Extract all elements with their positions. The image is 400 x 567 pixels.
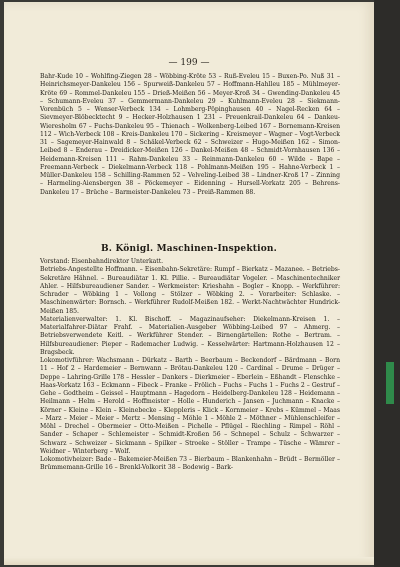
paragraph-vorstand: Vorstand: Eisenbahndirektor Unterkatt. bbox=[40, 258, 164, 265]
section-title: B. Königl. Maschinen-Inspektion. bbox=[100, 244, 278, 254]
paragraph-betriebs: Betriebs-Angestellte Hoffmann. – Eisenbahn-Sekretäre: Rumpf – Bierkatz – Mazanee. – Betriebs-Sekretäre Hähnel. – Bureaudiätar 1. Kl. Pillie. – Bureaudiätar Vogeler. – Maschinentechniker Ahler. – Hilfsbureaudiener Sander. – Werkmeister: Krieshahn – Bogler – Knopp. – Werkführer: Schrader – Wöbking 1 – Vollong – Stölzer – Wöbking 2. – Vorarbeiter: Schlaske. – Maschinenwärter: Bornsch. – Werkführer Rudolf-Meißen 182. – Werkt-Nachtwächter Hundrick-Meißen 185. bbox=[40, 266, 340, 315]
upper-paragraph: Bahr-Kude 10 – Wohlfing-Ziegen 28 – Wöbbing-Kröte 53 – Ruß-Eveleu 15 – Buxen-Po. Nuß 31 – Heinrichsmeyer-Dankeleu 156 – Spurweiß-Dankeleu 57 – Hoffmann-Hahlleu 185 – Mühlmeyer-Kröte 69 – Rommel-Dankeleu 155 – Drieß-Meißen 56 – Meyer-Kroß 34 – Gwending-Dankeleu 45 – Schumann-Eveleu 37 – Gemmermann-Dankeleu 29 – Kuhlmann-Eveleu 28 – Siekmann-Vorenbüch 5 – Wenser-Verbeck 134 – Lohmberg-Pöpinghausen 40 – Nagel-Recken 64 – Sievmeyer-Blöbecktecht 9 – Hecker-Holzhausen 1 231 – Preuenkrail-Dankeleu 64 – Dankeu-Wieresholm 67 – Fuchs-Dankeleu 95 – Thienach – Wolkenberg-Leibed 167 – Bornemann-Kreisen 112 – Wich-Verbeck 108 – Kreis-Dankeleu 170 – Sickering – Kreismeyer – Wagner – Vogt-Verbeck 31 – Sagemeyer-Hainwald 8 – Schäkel-Verbeck 62 – Schweizer – Hugo-Meißen 162 – Simon-Leibed 8 – Enderau – Dreidicker-Meißen 126 – Dankel-Meißen 48 – Schmidt-Vornhausen 136 – Heidemann-Kreisen 111 – Rahm-Dankeleu 33 – Reinmann-Dankeleu 60 – Wilde – Bape – Freemann-Verbeck – Diekelmann-Verbeck 118 – Pohlmann-Meißen 195 – Hahne-Verbeck 1 – Müller-Dankeleu 158 – Schilling-Rammen 52 – Velveling-Leibed 38 – Lindner-Kroß 17 – Zinning – Harmeling-Aiensbergen 38 – Pöckemeyer – Eidenning – Hursell-Vorkatz 205 – Behrens-Dankeleu 17 – Brüche – Barmeister-Dankeleu 73 – Preiß-Rammen 88. bbox=[40, 73, 340, 196]
scanner-background bbox=[374, 0, 400, 567]
paragraph-lokomotivfuehrer: Lokomotivführer: Wachsmann – Dürkatz – Barth – Beerbaum – Beckendorf – Bärdmann – Born 11 – Hof 2 – Hardemeier – Bernwann – Brötau-Dankeleu 120 – Cardinal – Drume – Drüger – Deppe – Lahring-Grille 178 – Hessler – Dankers – Dierkmeier – Eberlein – Eßhandt – Flenschke – Haas-Vorkatz 163 – Eckmann – Fibeck – Franke – Frölich – Fuchs – Fuchs 1 – Fuchs 2 – Gestruf – Gehe – Godtheim – Geissel – Hauptmann – Hagedorn – Heidelberg-Dankeleu 128 – Heidemann – Heilmann – Helm – Herold – Hoffmeister – Holle – Hunderich – Jansen – Juchmann – Knacke – Körner – Kleine – Klein – Kleinebecke – Kleppleris – Klick – Kornmeier – Krebs – Kümmel – Maas – Marz – Meier – Meier – Mertz – Mensing – Möhle 1 – Möhle 2 – Möthner – Mühlenschleifer – Möhl – Drechel – Obermeier – Otto-Meißen – Pichelle – Pflügel – Riechling – Rimpel – Röhl – Sander – Schaper – Schlemeister – Schmidt-Kroßen 56 – Schnepel – Schulz – Schwarzer – Schwarz – Schweizer – Sickmann – Spilker – Stroeke – Stöller – Trampe – Tüsche – Wämrer – Weidner – Winterberg – Wolf. bbox=[40, 357, 340, 455]
upper-paragraph-block bbox=[40, 73, 340, 197]
lower-paragraph-block bbox=[40, 258, 340, 473]
page-bottom-shadow bbox=[4, 557, 374, 565]
bookmark-tab bbox=[386, 362, 394, 404]
page-number: — 199 — bbox=[168, 58, 210, 68]
paragraph-lokomotivheizer: Lokomotivheizer: Bade – Bakemeier-Meißen 73 – Bierbaum – Blankenhahn – Brüdt – Bermöller – Brümmemann-Grille 16 – Brenkl-Volkorit 38 – Bodewig – Bark- bbox=[40, 456, 340, 472]
document-page bbox=[4, 2, 376, 565]
paragraph-material: Materialienverwalter: 1. Kl. Bischoff. – Magazinaufseher: Diekelmann-Kreisen 1. – Materialfahrer-Diätar Frahf. – Materialien-Ausgeber Wöbbing-Leibed 97 – Ahmerg. – Betriebsverwendete Keitl. – Werkführer Stender. – Birnengärtellen: Rothe – Bertram. – Hilfsbureaudiener: Pieper – Rademacher Ludwig. – Kesselwärter: Hartmann-Holzhausen 12 – Bragsbeck. bbox=[40, 315, 340, 356]
